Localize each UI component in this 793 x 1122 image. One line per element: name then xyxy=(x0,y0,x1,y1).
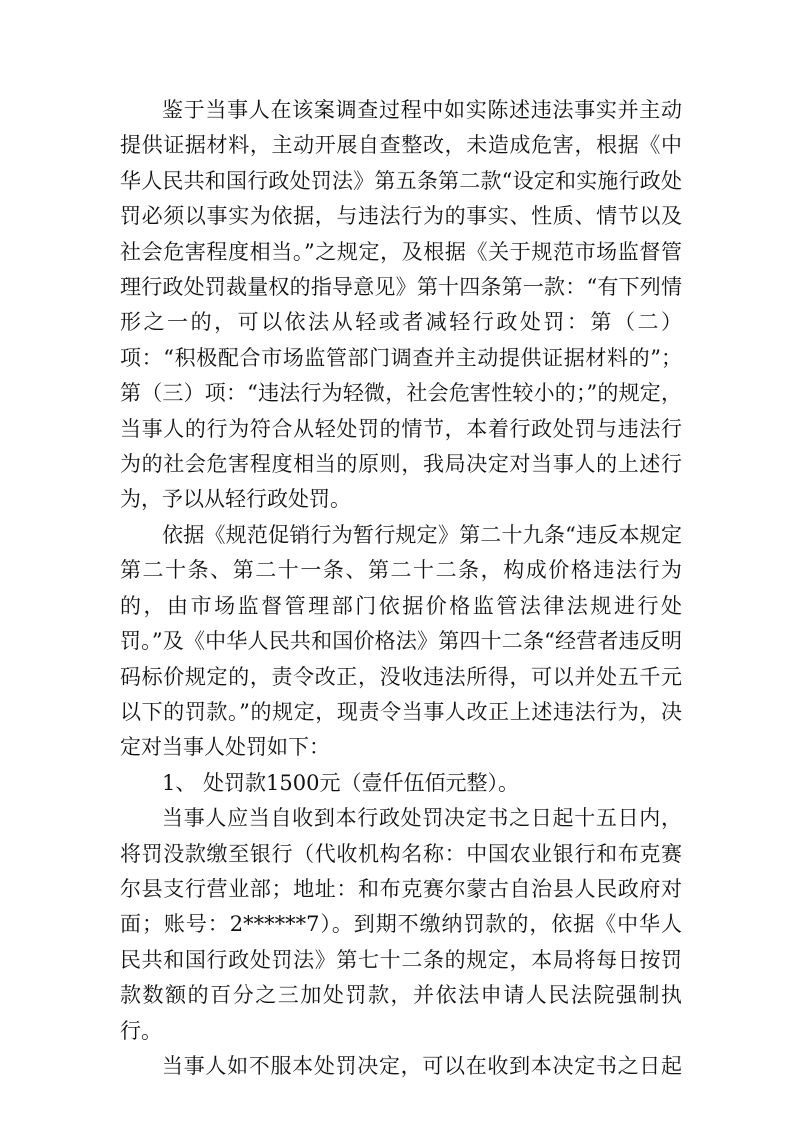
paragraph-penalty-item: 1、 处罚款1500元（壹仟伍佰元整）。 xyxy=(162,770,519,795)
document-body xyxy=(120,93,682,1084)
paragraph-payment-instructions: 当事人应当自收到本行政处罚决定书之日起十五日内，将罚没款缴至银行（代收机构名称：中国农业银行和布克赛尔县支行营业部；地址：和布克赛尔蒙古自治县人民政府对面；账号：2******7）。到期不缴纳罚款的，依据《中华人民共和国行政处罚法》第七十二条的规定，本局将每日按罚款数额的百分之三加处罚款，并依法申请人民法院强制执行。 xyxy=(120,806,682,1043)
paragraph-mitigation: 鉴于当事人在该案调查过程中如实陈述违法事实并主动提供证据材料，主动开展自查整改，未造成危害，根据《中华人民共和国行政处罚法》第五条第二款“设定和实施行政处罚必须以事实为依据，与违法行为的事实、性质、情节以及社会危害程度相当。”之规定，及根据《关于规范市场监督管理行政处罚裁量权的指导意见》第十四条第一款：“有下列情形之一的，可以依法从轻或者减轻行政处罚：第（二）项：“积极配合市场监管部门调查并主动提供证据材料的”；第（三）项：“违法行为轻微，社会危害性较小的；”的规定，当事人的行为符合从轻处罚的情节，本着行政处罚与违法行为的社会危害程度相当的原则，我局决定对当事人的上述行为，予以从轻行政处罚。 xyxy=(120,98,682,512)
paragraph-legal-basis: 依据《规范促销行为暂行规定》第二十九条“违反本规定第二十条、第二十一条、第二十二条，构成价格违法行为的，由市场监督管理部门依据价格监管法律法规进行处罚。”及《中华人民共和国价格法》第四十二条“经营者违反明码标价规定的，责令改正，没收违法所得，可以并处五千元以下的罚款。”的规定，现责令当事人改正上述违法行为，决定对当事人处罚如下： xyxy=(120,522,682,760)
paragraph-appeal: 当事人如不服本处罚决定，可以在收到本决定书之日起 xyxy=(162,1053,682,1078)
